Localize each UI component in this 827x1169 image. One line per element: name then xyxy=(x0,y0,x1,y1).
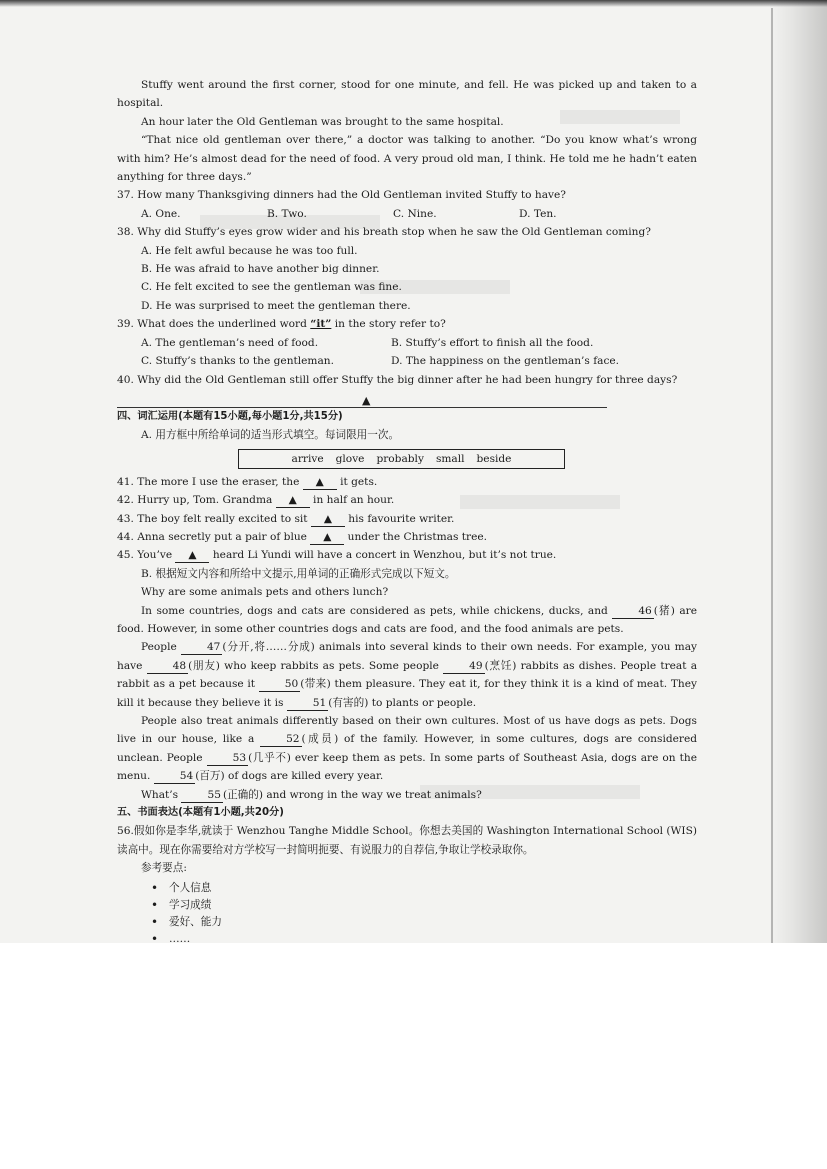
passage-text: (朋友) who keep rabbits as pets. Some people xyxy=(188,659,444,672)
passage-text: (有害的) to plants or people. xyxy=(328,696,477,709)
triangle-marker-icon: ▲ xyxy=(315,475,324,488)
passage-paragraph xyxy=(117,712,697,786)
blank-49[interactable]: 49 xyxy=(443,660,484,674)
word: arrive xyxy=(291,452,324,465)
passage-title: Why are some animals pets and others lunch? xyxy=(141,586,389,599)
story-paragraph: Stuffy went around the first corner, stood for one minute, and fell. He was picked up and taken to a hospital. xyxy=(117,79,697,110)
question-37: 37. How many Thanksgiving dinners had the Old Gentleman invited Stuffy to have? xyxy=(117,189,566,202)
story-paragraph: “That nice old gentleman over there,” a doctor was talking to another. “Do you know what’s wrong with him? He’s almost dead for the need of food. A very proud old man, I think. He told me he hadn’t eaten anything for three days.” xyxy=(117,134,697,184)
question-text: his favourite writer. xyxy=(344,512,455,525)
passage-text: (成员) of the family. However, in some cultures, dogs are considered unclean. People xyxy=(117,733,697,764)
question-text: it gets. xyxy=(336,475,378,488)
word: small xyxy=(435,452,465,465)
question-39 xyxy=(117,315,697,333)
passage-text: People also treat animals differently based on their own cultures. Most of us have dogs as pets. Dogs live in our house, like a xyxy=(117,715,697,746)
question-text: 44. Anna secretly put a pair of blue xyxy=(117,530,311,543)
triangle-marker-icon: ▲ xyxy=(188,549,197,562)
scan-top-edge xyxy=(0,0,827,7)
triangle-marker-icon: ▲ xyxy=(323,530,332,543)
part-b-instruction: B. 根据短文内容和所给中文提示,用单词的正确形式完成以下短文。 xyxy=(141,567,456,580)
option: A. One. xyxy=(141,207,181,220)
option: D. The happiness on the gentleman’s face. xyxy=(391,355,620,368)
passage-text: (百万) of dogs are killed every year. xyxy=(195,770,384,783)
question-text: 41. The more I use the eraser, the xyxy=(117,475,303,488)
answer-line[interactable] xyxy=(117,389,607,408)
passage-text: (猪) are food. However, in some other countries dogs and cats are food, and the food animals are pets. xyxy=(117,604,697,635)
section-heading: 四、词汇运用(本题有15小题,每小题1分,共15分) xyxy=(117,410,343,422)
triangle-marker-icon: ▲ xyxy=(362,393,371,407)
blank-48[interactable]: 48 xyxy=(147,660,188,674)
question-text: heard Li Yundi will have a concert in Wenzhou, but it’s not true. xyxy=(209,549,557,562)
option: B. Two. xyxy=(267,207,307,220)
question-43 xyxy=(117,510,697,528)
document-body xyxy=(117,76,697,943)
blank-52[interactable]: 52 xyxy=(260,733,301,747)
option: C. Stuffy’s thanks to the gentleman. xyxy=(141,355,334,368)
blank-51[interactable]: 51 xyxy=(287,697,328,711)
blank-47[interactable]: 47 xyxy=(181,641,222,655)
question-text: 45. You’ve xyxy=(117,549,176,562)
question-text: 39. What does the underlined word xyxy=(117,318,311,331)
scan-right-edge xyxy=(771,8,773,943)
word: beside xyxy=(476,452,512,465)
word: probably xyxy=(376,452,424,465)
question-37-options xyxy=(141,205,697,223)
fill-blank[interactable] xyxy=(310,531,344,545)
option: D. He was surprised to meet the gentleman there. xyxy=(141,299,411,312)
option: B. Stuffy’s effort to finish all the food. xyxy=(391,336,594,349)
writing-prompt: 56.假如你是李华,就读于 Wenzhou Tanghe Middle School。你想去美国的 Washington International School (WIS)读高中。现在你需要给对方学校写一封简明扼要、有说服力的自荐信,争取让学校录取你。 xyxy=(117,825,697,856)
blank-55[interactable]: 55 xyxy=(181,789,222,803)
blank-50[interactable]: 50 xyxy=(259,678,300,692)
story-paragraph: An hour later the Old Gentleman was brought to the same hospital. xyxy=(141,115,504,128)
question-44 xyxy=(117,528,697,546)
question-text: under the Christmas tree. xyxy=(344,530,487,543)
passage-paragraph xyxy=(117,602,697,639)
scan-right-shadow xyxy=(769,0,827,943)
list-item: • …… xyxy=(151,931,697,943)
question-39-options xyxy=(141,334,697,352)
underlined-word: “it” xyxy=(310,318,332,331)
option: B. He was afraid to have another big dinner. xyxy=(141,263,380,276)
question-text: in the story refer to? xyxy=(331,318,446,331)
section-heading: 五、书面表达(本题有1小题,共20分) xyxy=(117,807,284,819)
option: D. Ten. xyxy=(519,207,557,220)
question-40: 40. Why did the Old Gentleman still offer Stuffy the big dinner after he had been hungry for three days? xyxy=(117,373,678,386)
passage-paragraph xyxy=(117,638,697,712)
option: C. He felt excited to see the gentleman was fine. xyxy=(141,281,402,294)
reference-points-label: 参考要点: xyxy=(141,862,187,875)
question-39-options xyxy=(141,352,697,370)
passage-text: In some countries, dogs and cats are considered as pets, while chickens, ducks, and xyxy=(141,604,613,617)
list-item: • 爱好、能力 xyxy=(151,914,697,931)
question-41 xyxy=(117,473,697,491)
list-item: • 学习成绩 xyxy=(151,897,697,914)
question-45 xyxy=(117,546,697,564)
fill-blank[interactable] xyxy=(175,549,209,563)
passage-text: (正确的) and wrong in the way we treat animals? xyxy=(222,788,482,801)
reference-points-list xyxy=(151,880,697,943)
blank-53[interactable]: 53 xyxy=(207,752,248,766)
passage-paragraph xyxy=(117,786,697,804)
passage-text: (带来) them pleasure. They eat it, for they think it is a kind of meat. They kill it because they believe it is xyxy=(117,678,697,709)
option: A. He felt awful because he was too full. xyxy=(141,244,358,257)
passage-text: People xyxy=(141,641,181,654)
fill-blank[interactable] xyxy=(311,513,345,527)
question-text: 42. Hurry up, Tom. Grandma xyxy=(117,494,276,507)
option: A. The gentleman’s need of food. xyxy=(141,336,319,349)
triangle-marker-icon: ▲ xyxy=(288,494,297,507)
blank-46[interactable]: 46 xyxy=(612,605,653,619)
word-box xyxy=(238,449,565,469)
fill-blank[interactable] xyxy=(303,476,337,490)
word: glove xyxy=(335,452,365,465)
passage-text: (几乎不) ever keep them as pets. In some parts of Southeast Asia, dogs are on the menu. xyxy=(117,751,697,783)
part-a-instruction: A. 用方框中所给单词的适当形式填空。每词限用一次。 xyxy=(141,429,400,442)
passage-text: (分开,将……分成) animals into several kinds to their own needs. For example, you may have xyxy=(117,641,697,672)
option: C. Nine. xyxy=(393,207,437,220)
fill-blank[interactable] xyxy=(276,494,310,508)
list-item: • 个人信息 xyxy=(151,880,697,897)
question-text: in half an hour. xyxy=(309,494,395,507)
passage-text: What’s xyxy=(141,788,182,801)
question-42 xyxy=(117,491,697,509)
blank-54[interactable]: 54 xyxy=(154,770,195,784)
triangle-marker-icon: ▲ xyxy=(323,512,333,525)
question-text: 43. The boy felt really excited to sit xyxy=(117,512,311,525)
question-38: 38. Why did Stuffy’s eyes grow wider and his breath stop when he saw the Old Gentleman coming? xyxy=(117,226,651,239)
passage-text: (烹饪) rabbits as dishes. People treat a rabbit as a pet because it xyxy=(117,659,698,691)
